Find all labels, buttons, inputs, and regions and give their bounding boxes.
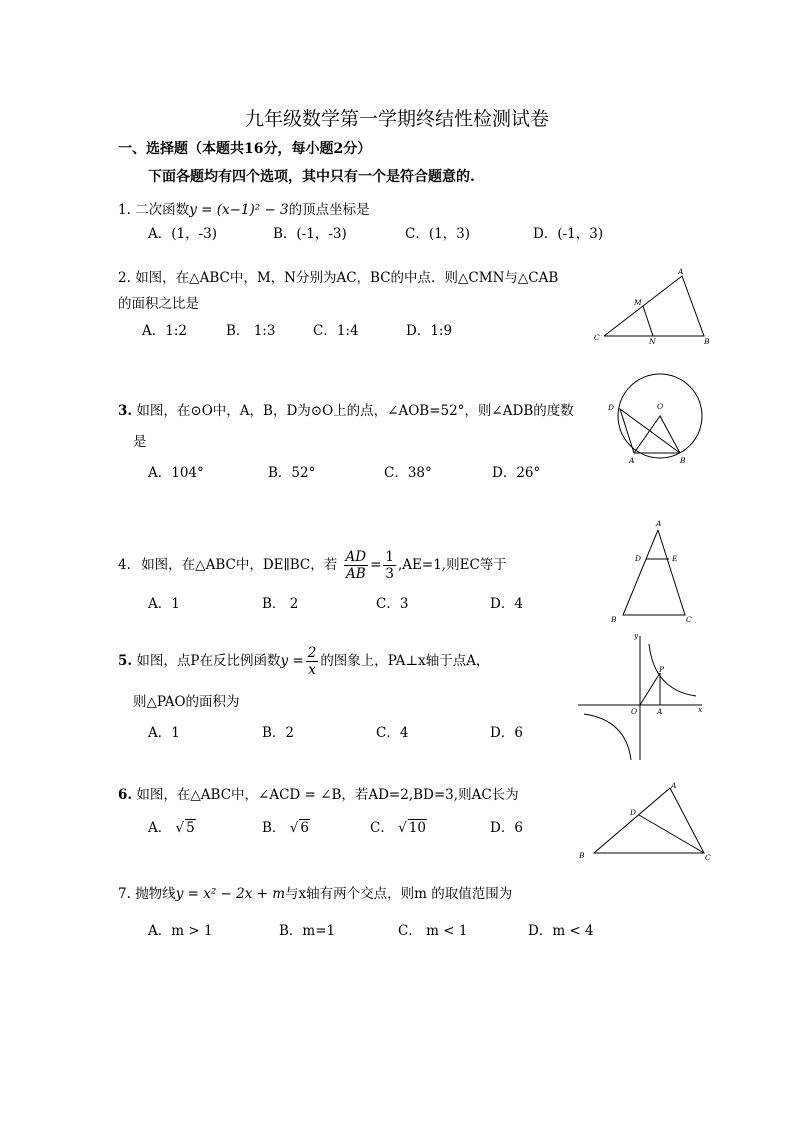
label-d: D — [608, 403, 615, 412]
question-text: 二次函数 — [135, 202, 190, 218]
label-m: M — [634, 298, 642, 307]
option-a[interactable]: A．m > 1 — [148, 923, 213, 939]
question-number: 6. — [118, 787, 133, 803]
label-n: N — [649, 337, 656, 346]
question-number: 3. — [118, 403, 133, 419]
segment-op — [640, 673, 660, 705]
question-4: 4. 如图，在△ABC中，DE∥BC，若 $\frac{AD}{AB}$ = $\frac{1}{3}$ ,AE=1,则EC等于 — [118, 549, 507, 582]
label-b: B — [680, 456, 686, 465]
label-c: C — [705, 853, 711, 862]
figure-inverse-function — [578, 632, 708, 762]
option-b[interactable]: B．2 — [262, 725, 295, 741]
question-text: 与x轴有两个交点，则m 的取值范围为 — [285, 886, 513, 902]
question-3-line2: 是 — [133, 434, 147, 450]
question-text: 如图，在△ABC中，M，N分别为AC，BC的中点．则△CMN与△CAB — [135, 270, 559, 286]
label-o: O — [631, 707, 638, 716]
option-d[interactable]: D．(-1，3) — [533, 226, 604, 242]
label-y: y — [634, 631, 639, 640]
option-c[interactable]: C．38° — [384, 465, 432, 481]
figure-triangle-de — [606, 516, 706, 624]
question-number: 2. — [118, 270, 131, 286]
hyperbola-branch-2 — [584, 714, 631, 760]
page-title: 九年级数学第一学期终结性检测试卷 — [244, 108, 549, 130]
figure-triangle-cmn — [592, 268, 712, 344]
label-x: x — [698, 705, 703, 714]
option-b[interactable]: B．m=1 — [279, 923, 336, 939]
option-d[interactable]: D．6 — [490, 725, 523, 741]
question-text: 的顶点坐标是 — [288, 202, 370, 218]
label-a: A — [629, 456, 635, 465]
radicand: 5 — [186, 820, 195, 836]
label-e: E — [672, 554, 678, 563]
figure-triangle-acd — [576, 778, 716, 866]
option-c[interactable]: C．(1，3) — [405, 226, 471, 242]
question-5: 5. 如图，点P在反比例函数y = $\frac{2}{x}$ 的图象上，PA⊥x轴于点A， — [118, 645, 490, 678]
label-o: O — [657, 402, 664, 411]
fraction-2-over-x: $\frac{2}{x}$ — [307, 645, 317, 678]
radicand: 10 — [408, 820, 426, 836]
option-b[interactable]: B．(-1，-3) — [273, 226, 347, 242]
question-number: 4. — [118, 557, 131, 573]
option-a[interactable]: A． √ 5 — [148, 820, 195, 836]
option-d[interactable]: D．1:9 — [406, 323, 453, 339]
option-c[interactable]: C．3 — [376, 596, 409, 612]
segment-mn — [643, 306, 653, 336]
option-d[interactable]: D．4 — [490, 596, 523, 612]
angle-adb — [620, 409, 680, 453]
question-number: 1. — [118, 202, 131, 218]
question-number: 7. — [118, 886, 131, 902]
label-b: B — [611, 615, 617, 624]
label-p: P — [659, 665, 665, 674]
question-2-line2: 的面积之比是 — [118, 296, 199, 312]
section-instruction: 下面各题均有四个选项，其中只有一个是符合题意的. — [148, 169, 475, 185]
label-b: B — [579, 851, 585, 860]
question-3 — [118, 399, 574, 419]
label-a: A — [678, 267, 684, 276]
option-c[interactable]: C． m < 1 — [398, 923, 468, 939]
question-text: 如图，在△ABC中，∠ACD = ∠B，若AD=2,BD=3,则AC长为 — [136, 787, 519, 803]
option-d[interactable]: D．6 — [490, 820, 523, 836]
question-7 — [118, 882, 512, 902]
question-formula: y = (x−1)² − 3 — [189, 202, 289, 218]
label-b: B — [704, 337, 710, 346]
question-6 — [118, 783, 519, 803]
option-c[interactable]: C． √ 10 — [370, 820, 426, 836]
label-d: D — [635, 554, 642, 563]
question-text: ,AE=1,则EC等于 — [398, 557, 507, 573]
label-a: A — [657, 707, 663, 716]
question-text: 的图象上，PA⊥x轴于点A， — [320, 653, 490, 669]
option-c[interactable]: C．4 — [376, 725, 409, 741]
option-d[interactable]: D．m < 4 — [528, 923, 594, 939]
label-d: D — [630, 808, 637, 817]
option-a[interactable]: A．1:2 — [142, 323, 187, 339]
option-a[interactable]: A．1 — [148, 596, 180, 612]
label-a: A — [671, 781, 677, 790]
question-text: 如图，在△ABC中，DE∥BC，若 — [141, 557, 338, 573]
question-formula: y = x² − 2x + m — [175, 886, 286, 902]
option-d[interactable]: D．26° — [492, 465, 541, 481]
option-a[interactable]: A．(1，-3) — [148, 226, 218, 242]
question-number: 5. — [118, 653, 133, 669]
question-2 — [118, 266, 558, 286]
question-5-line2: 则△PAO的面积为 — [133, 694, 240, 710]
triangle-abc — [604, 276, 704, 336]
label-c: C — [594, 333, 600, 342]
question-text: 如图，点P在反比例函数 — [136, 653, 281, 669]
hyperbola-branch-1 — [649, 644, 696, 696]
question-text: 如图，在⊙O中，A，B，D为⊙O上的点，∠AOB=52°，则∠ADB的度数 — [136, 403, 574, 419]
question-1 — [118, 198, 370, 218]
option-a[interactable]: A．1 — [148, 725, 180, 741]
figure-circle-o — [600, 372, 710, 472]
option-b[interactable]: B． 2 — [262, 596, 299, 612]
question-text: 抛物线 — [135, 886, 176, 902]
option-b[interactable]: B．52° — [268, 465, 316, 481]
label-c: C — [686, 615, 692, 624]
label-a: A — [656, 519, 662, 528]
option-c[interactable]: C．1:4 — [313, 323, 359, 339]
section-heading: 一、选择题（本题共16分，每小题2分） — [118, 141, 372, 157]
radicand: 6 — [300, 820, 309, 836]
fraction-one-third: $\frac{1}{3}$ — [385, 549, 395, 582]
fraction-ad-ab: $\frac{AD}{AB}$ — [345, 549, 367, 582]
option-b[interactable]: B． 1:3 — [226, 323, 276, 339]
triangle-abc — [623, 530, 685, 615]
option-a[interactable]: A．104° — [148, 465, 204, 481]
option-b[interactable]: B． √ 6 — [262, 820, 309, 836]
